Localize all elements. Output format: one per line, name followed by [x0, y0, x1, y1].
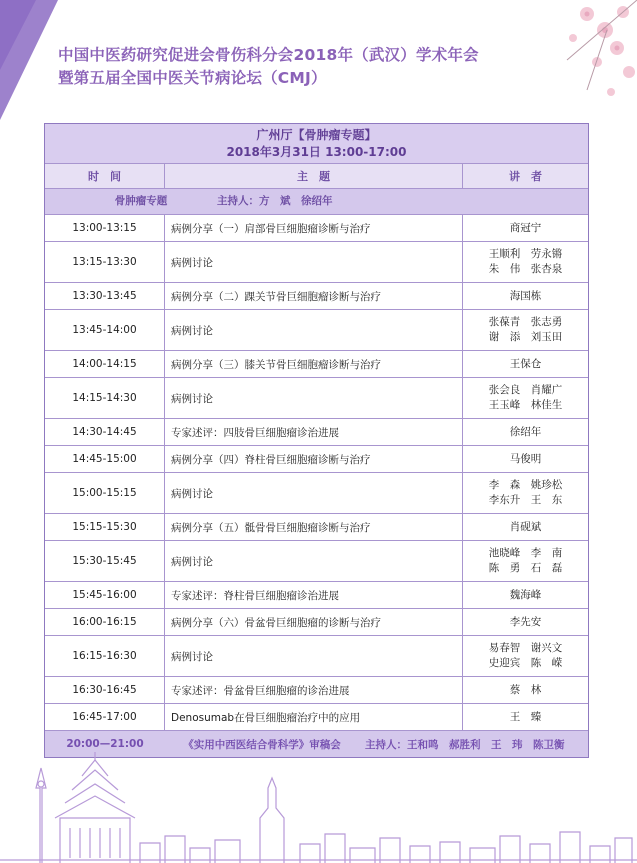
row-topic: 病例讨论 — [165, 541, 463, 581]
row-time: 13:00-13:15 — [45, 215, 165, 241]
table-row — [45, 283, 588, 310]
speaker-name: 李 森 姚珍松 — [488, 479, 563, 491]
table-row — [45, 378, 588, 419]
table-row — [45, 677, 588, 704]
speaker-name: 王玉峰 林佳生 — [488, 399, 563, 411]
session-host: 主持人：方 斌 徐绍年 — [217, 195, 333, 207]
row-speakers — [463, 677, 588, 703]
speaker-name: 王保仓 — [509, 357, 542, 370]
speaker-name: 池晓峰 李 南 — [488, 547, 563, 559]
table-row — [45, 609, 588, 636]
session-header — [45, 189, 588, 215]
row-time: 15:45-16:00 — [45, 582, 165, 608]
row-time: 15:15-15:30 — [45, 514, 165, 540]
row-topic: 病例分享（二）踝关节骨巨细胞瘤诊断与治疗 — [165, 283, 463, 309]
row-time: 14:45-15:00 — [45, 446, 165, 472]
row-topic: 病例分享（四）脊柱骨巨细胞瘤诊断与治疗 — [165, 446, 463, 472]
row-topic: 病例分享（三）膝关节骨巨细胞瘤诊断与治疗 — [165, 351, 463, 377]
row-speakers — [463, 541, 588, 581]
row-speakers — [463, 215, 588, 241]
speaker-name: 肖砚斌 — [509, 520, 542, 533]
event-title-line2: 暨第五届全国中医关节病论坛（CMJ） — [58, 69, 327, 87]
row-time: 15:00-15:15 — [45, 473, 165, 513]
row-time: 16:00-16:15 — [45, 609, 165, 635]
table-row — [45, 636, 588, 677]
row-topic: 病例分享（五）骶骨骨巨细胞瘤诊断与治疗 — [165, 514, 463, 540]
row-speakers — [463, 636, 588, 676]
speaker-name: 陈 勇 石 磊 — [488, 562, 563, 574]
row-speakers — [463, 378, 588, 418]
row-time: 13:45-14:00 — [45, 310, 165, 350]
column-header-time: 时 间 — [45, 164, 165, 188]
row-topic: 病例分享（六）骨盆骨巨细胞瘤的诊断与治疗 — [165, 609, 463, 635]
hall-name: 广州厅【骨肿瘤专题】 — [256, 128, 377, 142]
table-row — [45, 541, 588, 582]
row-time: 13:15-13:30 — [45, 242, 165, 282]
event-title — [58, 44, 598, 90]
event-title-line1: 中国中医药研究促进会骨伤科分会2018年（武汉）学术年会 — [58, 46, 479, 64]
row-time: 14:00-14:15 — [45, 351, 165, 377]
column-header-topic: 主 题 — [165, 164, 463, 188]
row-time: 16:15-16:30 — [45, 636, 165, 676]
speaker-name: 谢 添 刘玉田 — [488, 331, 563, 343]
row-speakers — [463, 351, 588, 377]
speaker-name: 张会良 肖耀广 — [488, 384, 563, 396]
speaker-name: 商冠宁 — [509, 221, 542, 234]
table-row — [45, 351, 588, 378]
row-topic: 专家述评：四肢骨巨细胞瘤诊治进展 — [165, 419, 463, 445]
row-time: 15:30-15:45 — [45, 541, 165, 581]
table-row — [45, 242, 588, 283]
hall-header — [45, 124, 588, 164]
footer-title: 《实用中西医结合骨科学》审稿会 — [183, 738, 341, 751]
table-row — [45, 446, 588, 473]
speaker-name: 朱 伟 张杏泉 — [488, 263, 563, 275]
row-time: 14:15-14:30 — [45, 378, 165, 418]
row-speakers — [463, 582, 588, 608]
schedule-table — [44, 123, 589, 758]
row-topic: Denosumab在骨巨细胞瘤治疗中的应用 — [165, 704, 463, 730]
row-speakers — [463, 704, 588, 730]
row-topic: 专家述评：脊柱骨巨细胞瘤诊治进展 — [165, 582, 463, 608]
footer-time: 20:00—21:00 — [66, 738, 144, 750]
speaker-name: 王顺利 劳永锵 — [488, 248, 563, 260]
row-topic: 病例讨论 — [165, 310, 463, 350]
row-speakers — [463, 310, 588, 350]
table-row — [45, 514, 588, 541]
speaker-name: 李东升 王 东 — [488, 494, 563, 506]
table-row — [45, 704, 588, 731]
table-row — [45, 215, 588, 242]
speaker-name: 易春智 谢兴文 — [488, 642, 563, 654]
speaker-name: 魏海峰 — [509, 588, 542, 601]
row-speakers — [463, 242, 588, 282]
row-speakers — [463, 283, 588, 309]
corner-decoration-triangle — [0, 0, 58, 120]
row-speakers — [463, 419, 588, 445]
speaker-name: 徐绍年 — [509, 425, 542, 438]
speaker-name: 海国栋 — [509, 289, 542, 302]
wuhan-skyline-illustration — [0, 748, 637, 863]
column-header-speaker: 讲 者 — [509, 170, 542, 183]
table-row — [45, 473, 588, 514]
hall-datetime: 2018年3月31日 13:00-17:00 — [226, 145, 407, 159]
table-row — [45, 419, 588, 446]
row-speakers — [463, 609, 588, 635]
speaker-name: 张葆青 张志勇 — [488, 316, 563, 328]
table-row — [45, 310, 588, 351]
row-speakers — [463, 514, 588, 540]
row-topic: 病例讨论 — [165, 473, 463, 513]
row-speakers — [463, 473, 588, 513]
speaker-name: 蔡 林 — [509, 683, 542, 696]
speaker-name: 李先安 — [509, 615, 542, 628]
row-time: 13:30-13:45 — [45, 283, 165, 309]
speaker-name: 王 臻 — [509, 710, 542, 723]
row-topic: 病例讨论 — [165, 242, 463, 282]
row-topic: 病例讨论 — [165, 636, 463, 676]
row-time: 14:30-14:45 — [45, 419, 165, 445]
footer-host: 主持人：王和鸣 郝胜利 王 玮 陈卫衡 — [365, 738, 565, 751]
row-time: 16:45-17:00 — [45, 704, 165, 730]
table-row — [45, 582, 588, 609]
speaker-name: 史迎宾 陈 嵘 — [488, 657, 563, 669]
row-time: 16:30-16:45 — [45, 677, 165, 703]
row-topic: 病例讨论 — [165, 378, 463, 418]
column-header-row — [45, 164, 588, 189]
schedule-rows — [45, 215, 588, 731]
speaker-name: 马俊明 — [509, 452, 542, 465]
row-speakers — [463, 446, 588, 472]
row-topic: 专家述评：骨盆骨巨细胞瘤的诊治进展 — [165, 677, 463, 703]
session-name: 骨肿瘤专题 — [114, 195, 168, 207]
row-topic: 病例分享（一）肩部骨巨细胞瘤诊断与治疗 — [165, 215, 463, 241]
